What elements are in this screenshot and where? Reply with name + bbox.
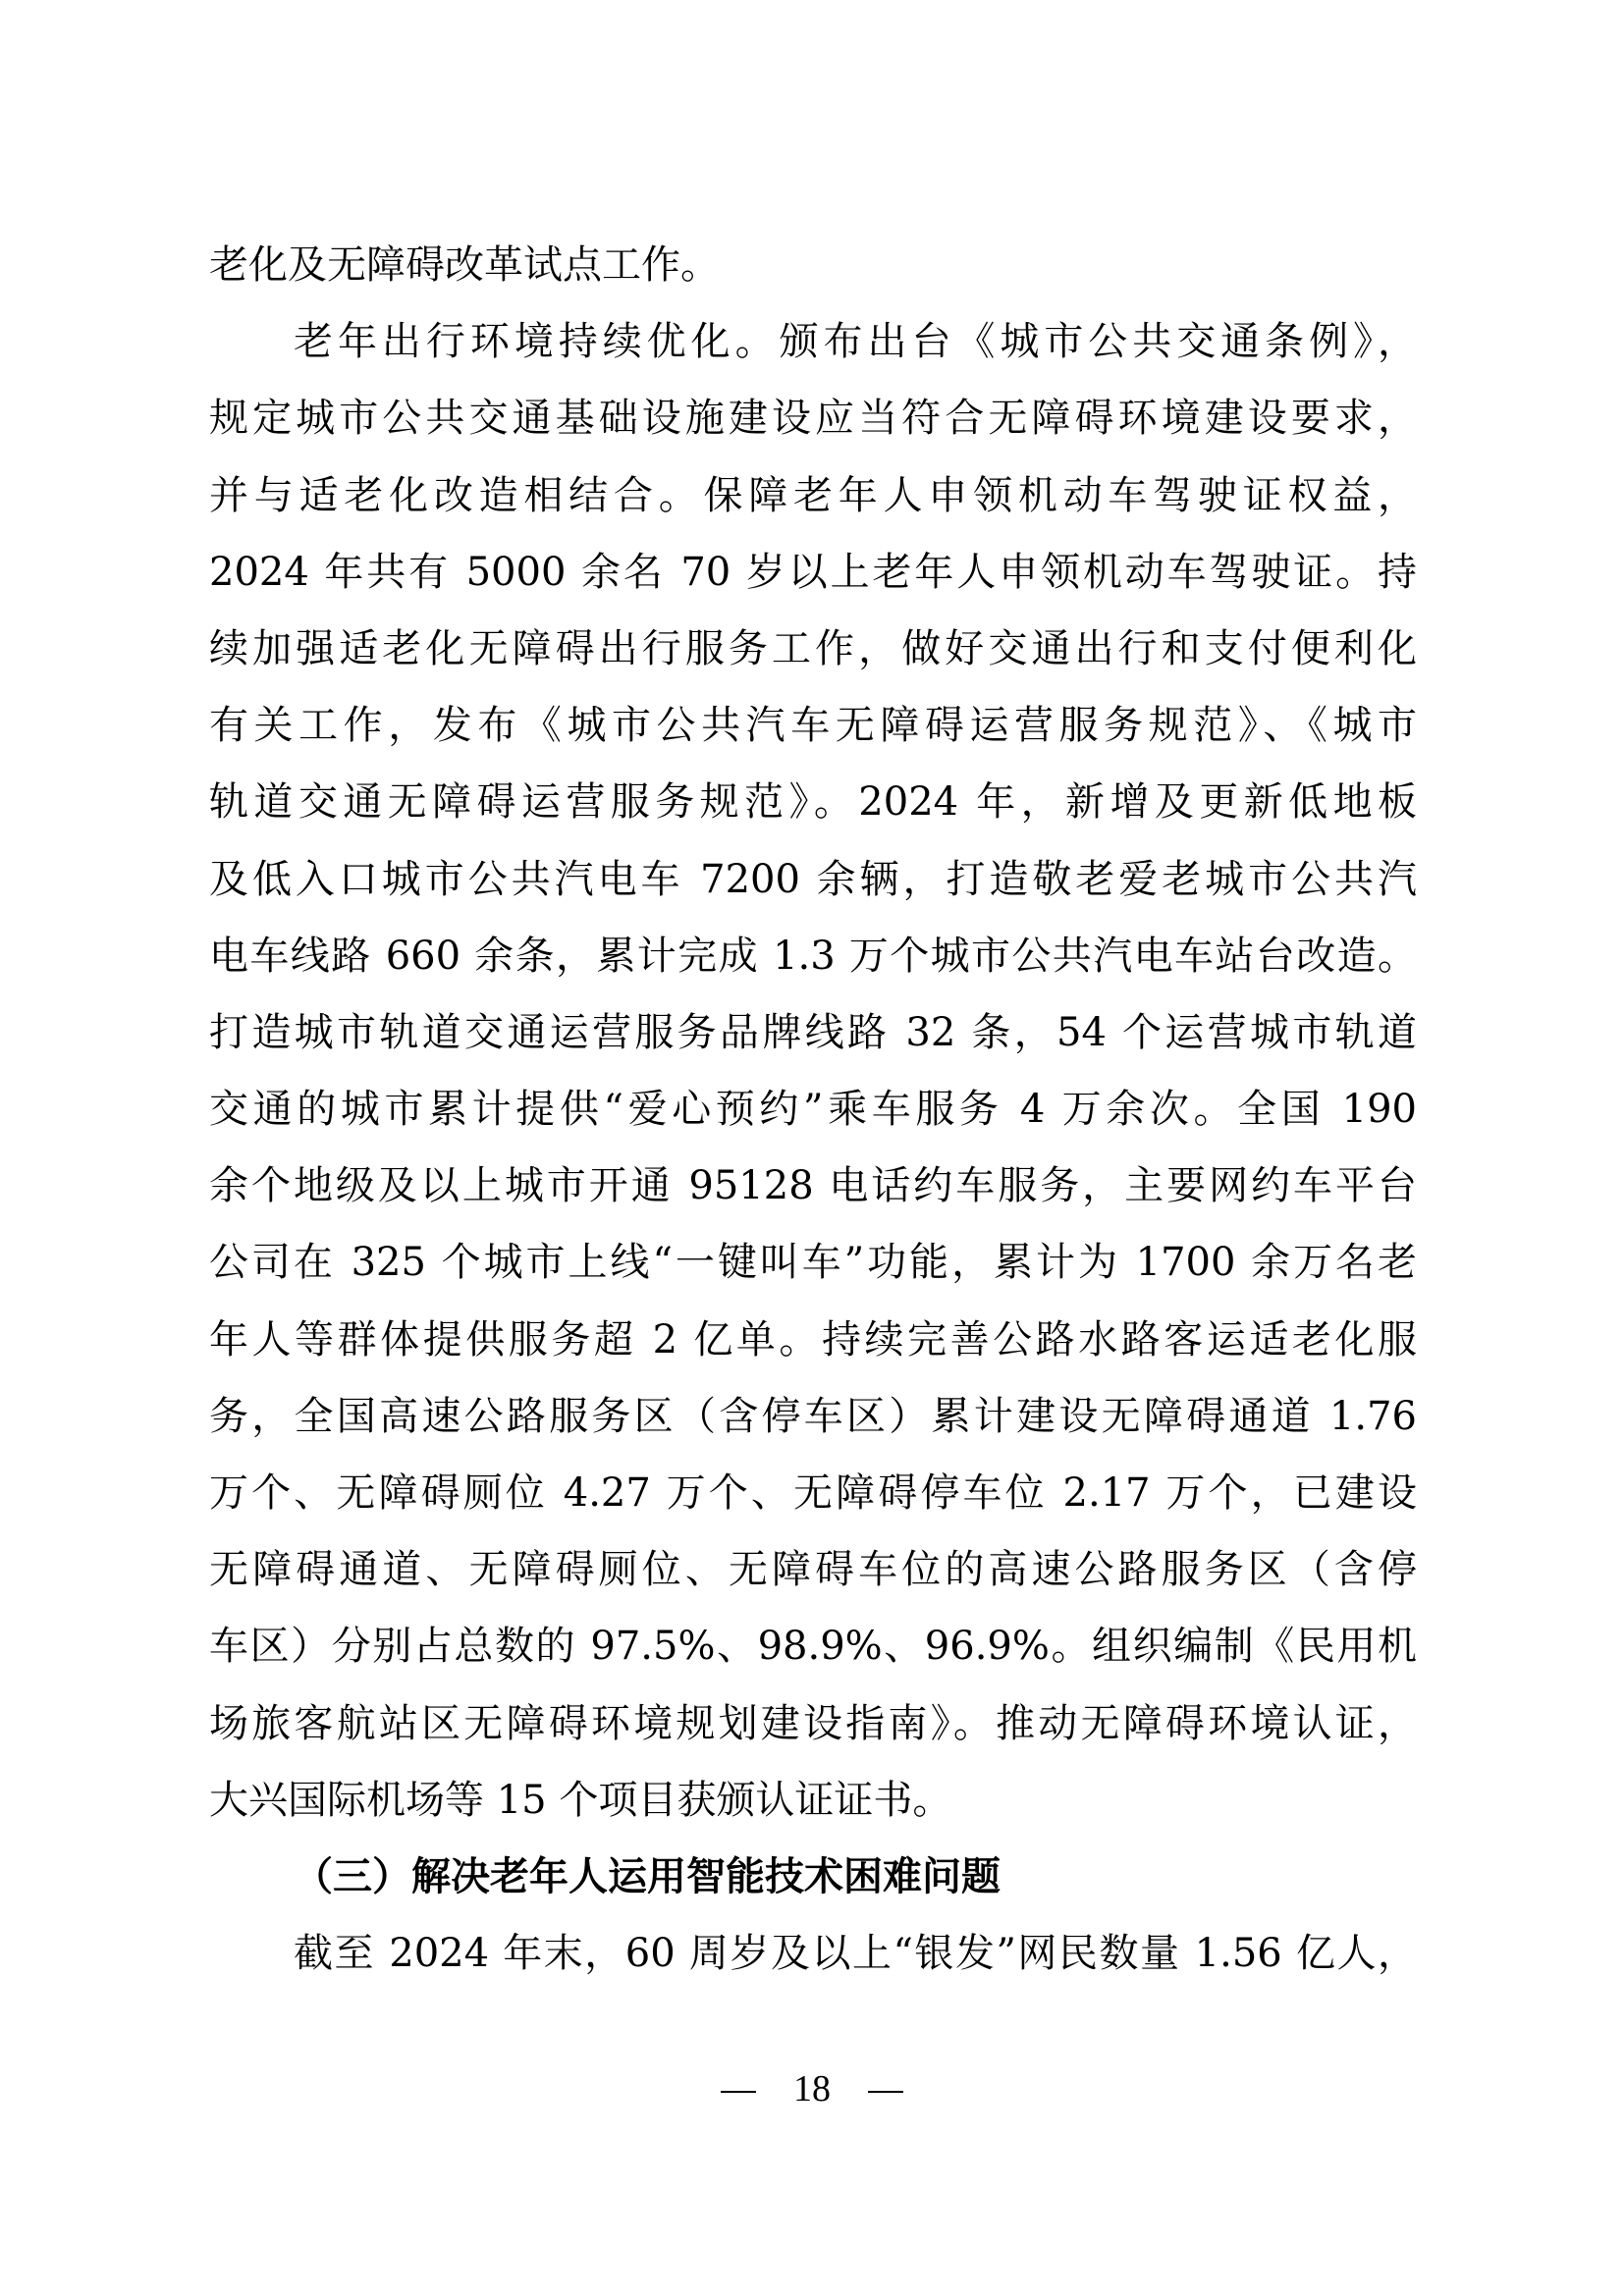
text-line: 交通的城市累计提供“爱心预约”乘车服务 4 万余次。全国 190: [209, 1087, 1417, 1133]
dash-left-decoration: [721, 2091, 756, 2093]
text-line: 大兴国际机场等 15 个项目获颁认证证书。: [209, 1777, 952, 1823]
text-line: 老化及无障碍改革试点工作。: [209, 242, 720, 288]
text-line: 规定城市公共交通基础设施建设应当符合无障碍环境建设要求，: [209, 396, 1417, 442]
text-line: 务，全国高速公路服务区（含停车区）累计建设无障碍通道 1.76: [209, 1393, 1417, 1439]
section-heading: （三）解决老年人运用智能技术困难问题: [294, 1852, 1001, 1899]
paragraph-first-line: 截至 2024 年末，60 周岁及以上“银发”网民数量 1.56 亿人，: [294, 1931, 1417, 1977]
document-body: [209, 227, 1417, 1992]
text-line: 2024 年共有 5000 余名 70 岁以上老年人申领机动车驾驶证。持: [209, 549, 1417, 595]
page-footer: [0, 2067, 1624, 2110]
dash-right-decoration: [868, 2091, 903, 2093]
paragraph-first-line: 老年出行环境持续优化。颁布出台《城市公共交通条例》，: [294, 319, 1417, 365]
text-line: 车区）分别占总数的 97.5%、98.9%、96.9%。组织编制《民用机: [209, 1624, 1417, 1670]
text-line: 续加强适老化无障碍出行服务工作，做好交通出行和支付便利化: [209, 625, 1417, 671]
text-line: 有关工作，发布《城市公共汽车无障碍运营服务规范》、《城市: [209, 703, 1417, 749]
text-line: 年人等群体提供服务超 2 亿单。持续完善公路水路客运适老化服: [209, 1316, 1417, 1362]
text-line: 余个地级及以上城市开通 95128 电话约车服务，主要网约车平台: [209, 1163, 1417, 1209]
page-number: 18: [793, 2068, 831, 2109]
text-line: 打造城市轨道交通运营服务品牌线路 32 条，54 个运营城市轨道: [209, 1009, 1417, 1055]
text-line: 无障碍通道、无障碍厕位、无障碍车位的高速公路服务区（含停: [209, 1547, 1417, 1593]
text-line: 及低入口城市公共汽电车 7200 余辆，打造敬老爱老城市公共汽: [209, 856, 1417, 902]
text-line: 电车线路 660 余条，累计完成 1.3 万个城市公共汽电车站台改造。: [209, 933, 1417, 979]
text-line: 公司在 325 个城市上线“一键叫车”功能，累计为 1700 余万名老: [209, 1240, 1417, 1286]
text-line: 场旅客航站区无障碍环境规划建设指南》。推动无障碍环境认证，: [209, 1700, 1417, 1746]
text-line: 万个、无障碍厕位 4.27 万个、无障碍停车位 2.17 万个，已建设: [209, 1470, 1417, 1516]
text-line: 轨道交通无障碍运营服务规范》。2024 年，新增及更新低地板: [209, 779, 1417, 826]
text-line: 并与适老化改造相结合。保障老年人申领机动车驾驶证权益，: [209, 472, 1417, 518]
